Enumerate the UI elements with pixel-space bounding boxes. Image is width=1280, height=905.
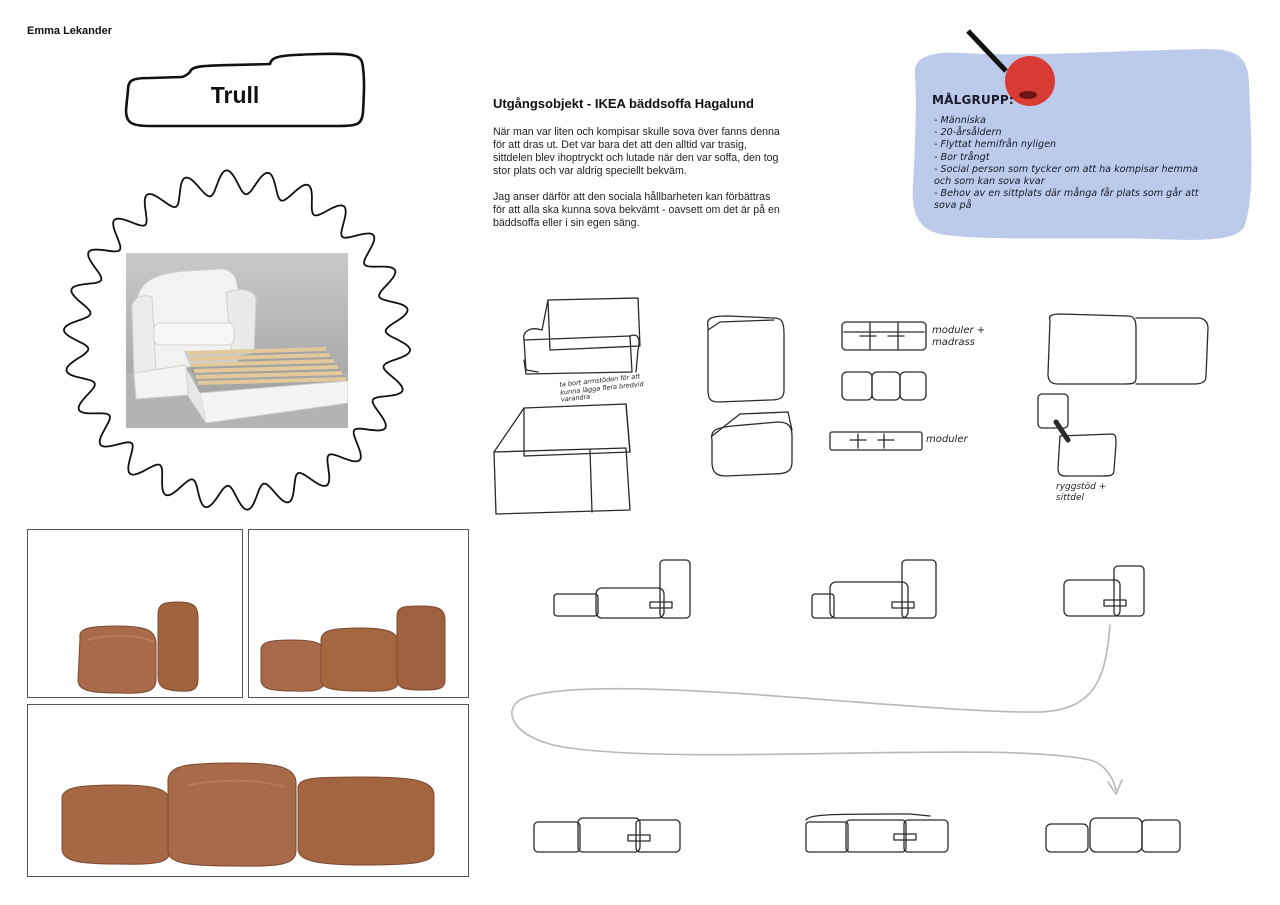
target-item: - Människa [934, 115, 986, 126]
sketch-bottom-1 [534, 818, 680, 852]
sketch-config-3 [1064, 566, 1144, 616]
clay-model-photo-3 [27, 704, 469, 877]
sketch-three-modules [842, 372, 926, 400]
flow-arrow [512, 625, 1116, 790]
paragraph-2: Jag anser därför att den sociala hållbarheten kan förbättras för att alla ska kunna sova bekvämt - oavsett om det är på en bäddsoffa eller i sin egen säng. [493, 191, 780, 229]
author-name: Emma Lekander [27, 25, 112, 37]
note-backrest-seat: ryggstöd + sittdel [1056, 482, 1107, 503]
sketch-two-cushions [1048, 314, 1208, 384]
sketch-bottom-3 [1046, 818, 1180, 852]
sketch-armchair [524, 298, 640, 374]
clay-model-photo-2 [248, 529, 469, 698]
note-modules-mattress: moduler + madrass [932, 325, 986, 348]
target-item: - Bor trångt [934, 151, 990, 163]
target-item: - 20-årsåldern [934, 127, 1002, 139]
sketch-modules-flat [830, 432, 922, 450]
sofa-bed-photo [126, 253, 348, 428]
target-item: - Behov av en sittplats där många får plats som går att sova på [934, 188, 1199, 212]
paragraph-1: När man var liten och kompisar skulle sova över fanns denna för att dras ut. Det var bara det att den alltid var trasig, sittdelen blev ihoptryckt och lutade när den var soffa, den tog stor plats och var aldrig speciellt bekväm. [493, 126, 780, 177]
clay-model-3 [28, 705, 468, 876]
sketch-modules-mattress [842, 322, 926, 350]
clay-model-1 [28, 530, 242, 697]
sketch-stacked-boxes [494, 404, 630, 514]
sketch-bottom-2 [806, 814, 948, 852]
sketch-cube-1 [708, 316, 784, 402]
description-text [493, 126, 783, 243]
project-title: Trull [210, 82, 260, 108]
sketch-config-2 [812, 560, 936, 618]
target-item: - Social person som tycker om att ha kompisar hemma och som kan sova kvar [934, 163, 1199, 188]
target-item: - Flyttat hemifrån nyligen [934, 139, 1057, 151]
sketch-backrest-seat [1038, 394, 1116, 476]
note-modules: moduler [926, 434, 968, 445]
target-group-title: MÅLGRUPP: [932, 93, 1014, 107]
object-heading: Utgångsobjekt - IKEA bäddsoffa Hagalund [493, 96, 754, 111]
clay-model-2 [249, 530, 468, 697]
target-group-list [934, 115, 1214, 213]
note-armrest: ta bort armstöden för att kunna lägga flera bredvid varandra [558, 372, 645, 404]
clay-model-photo-1 [27, 529, 243, 698]
sketch-cube-2 [712, 412, 792, 476]
sketch-config-1 [554, 560, 690, 618]
